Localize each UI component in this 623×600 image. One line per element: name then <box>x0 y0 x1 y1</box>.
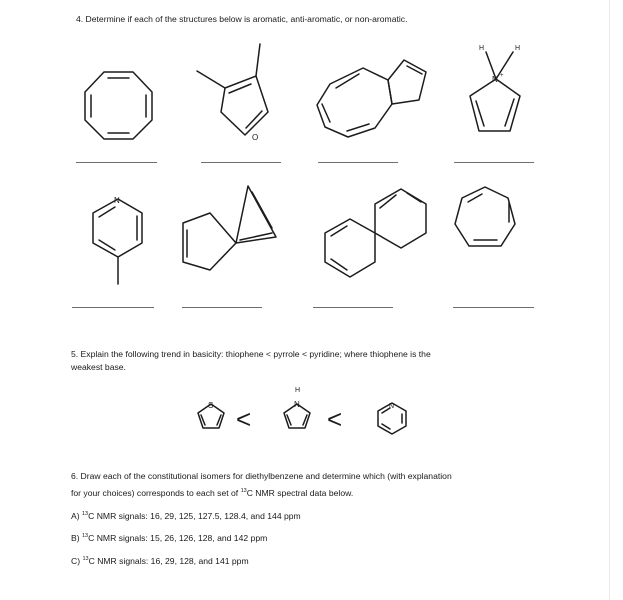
answer-blank-1[interactable] <box>76 162 157 163</box>
pyrrolium-hydrogen-left: H <box>479 45 485 52</box>
less-than-symbol-1: < <box>236 404 252 434</box>
cyclooctatetraene-structure <box>85 72 152 139</box>
dimethylfuran-structure <box>197 44 268 135</box>
q6-line-1: 6. Draw each of the constitutional isomers for diethylbenzene and determine which (with explanation <box>71 471 452 481</box>
fused-bicyclic-structure <box>325 189 426 277</box>
thiophene-sulfur-label: S <box>208 401 214 410</box>
q6-line-2-start: for your choices) corresponds to each set of <box>71 487 241 498</box>
pyridine-small-nitrogen-label: N <box>389 403 395 410</box>
less-than-symbol-2: < <box>327 404 343 434</box>
pyrrolium-hydrogen-right: H <box>515 45 521 52</box>
q5-line-1: 5. Explain the following trend in basicity: thiophene < pyrrole < pyridine; where thiophene is the <box>71 349 431 359</box>
nmr-item-b-label: B) <box>71 532 82 543</box>
pentalene-structure <box>183 186 276 270</box>
nmr-item-a-sup: 13 <box>81 511 89 517</box>
answer-blank-4[interactable] <box>454 162 534 163</box>
pyrrole-nitrogen-label: N <box>294 400 300 409</box>
answer-blank-7[interactable] <box>313 307 393 308</box>
nmr-item-a-text: C NMR signals: 16, 29, 125, 127.5, 128.4, and 144 ppm <box>88 510 301 521</box>
answer-blank-2[interactable] <box>201 162 281 163</box>
azulene-structure <box>317 60 426 137</box>
nmr-item-c-text: C NMR signals: 16, 29, 128, and 141 ppm <box>88 555 249 566</box>
nmr-item-a <box>71 507 301 523</box>
q4-title: 4. Determine if each of the structures below is aromatic, anti-aromatic, or non-aromatic. <box>76 14 408 24</box>
q6-line-2 <box>71 484 353 500</box>
answer-blank-3[interactable] <box>318 162 398 163</box>
q6-line-2-sup: 13 <box>240 488 247 494</box>
pyrrolium-charge-label: + <box>500 73 504 79</box>
answer-blank-8[interactable] <box>453 307 534 308</box>
pyrrole-hydrogen-label: H <box>295 387 301 394</box>
pyrrolium-structure <box>470 52 520 131</box>
nmr-item-c-label: C) <box>71 555 83 566</box>
q5-line-2: weakest base. <box>71 362 126 372</box>
nmr-item-b <box>71 529 267 545</box>
answer-blank-5[interactable] <box>72 307 154 308</box>
nmr-item-b-text: C NMR signals: 15, 26, 126, 128, and 142 ppm <box>88 532 268 543</box>
methylpyridine-structure <box>93 199 142 284</box>
nmr-item-c <box>71 552 249 568</box>
pyridine-nitrogen-label: N <box>114 196 120 205</box>
seven-ring-structure <box>455 187 515 246</box>
nmr-item-b-sup: 13 <box>81 533 89 539</box>
pyrrolium-nitrogen-label: N <box>492 75 498 84</box>
answer-blank-6[interactable] <box>182 307 262 308</box>
nmr-item-a-label: A) <box>71 510 82 521</box>
q6-line-2-end: C NMR spectral data below. <box>246 487 354 498</box>
nmr-item-c-sup: 13 <box>82 556 89 562</box>
furan-oxygen-label: O <box>252 133 259 142</box>
